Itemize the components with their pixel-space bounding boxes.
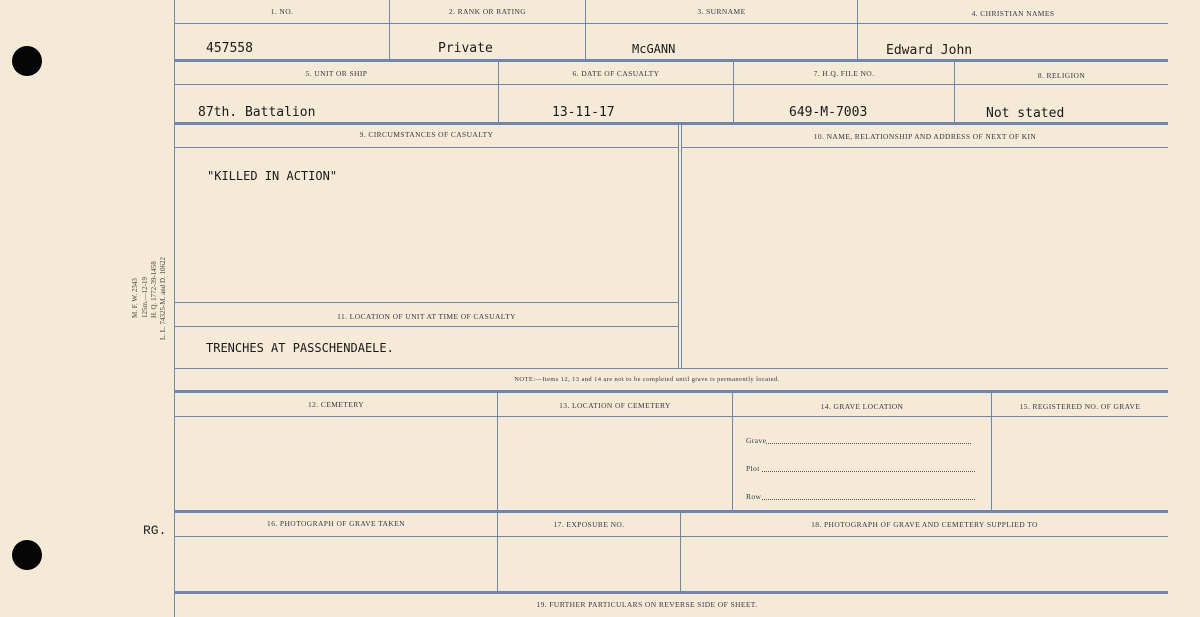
label-religion: 8. RELIGION [1037,71,1086,80]
rule [174,59,1168,62]
rule [174,302,678,303]
label-photo-supplied: 18. PHOTOGRAPH OF GRAVE AND CEMETERY SUPPLIED TO [811,520,1038,529]
label-circumstances: 9. CIRCUMSTANCES OF CASUALTY [359,130,494,139]
plot-dots [762,471,975,472]
label-no: 1. NO. [270,7,294,16]
label-unit: 5. UNIT OR SHIP [305,69,368,78]
divider [497,393,498,510]
label-location-unit: 11. LOCATION OF UNIT AT TIME OF CASUALTY [337,312,516,321]
rule [174,23,1168,24]
value-religion: Not stated [986,106,1065,121]
value-hq-file: 649-M-7003 [789,105,868,120]
value-unit: 87th. Battalion [198,105,316,120]
print-code-4: L. L. 74325-M. and D. 10622 [159,256,167,340]
label-further: 19. FURTHER PARTICULARS ON REVERSE SIDE OF SHEET. [536,600,758,609]
divider [681,125,682,368]
margin-mark: RG. [143,523,167,538]
print-code-1: M. F. W. 2343 [131,278,139,318]
punch-hole-top [12,46,42,76]
rule [174,536,1168,537]
label-location-cemetery: 13. LOCATION OF CEMETERY [559,401,671,410]
rule [174,122,1168,125]
value-christian: Edward John [886,43,973,58]
rule [174,510,1168,513]
print-code-2: 125m.—12-19 [141,276,149,318]
label-exposure: 17. EXPOSURE NO. [553,520,625,529]
grave-dots [766,443,971,444]
label-grave-location: 14. GRAVE LOCATION [820,402,904,411]
print-code-3: H. Q. 1772-39-1458 [150,261,158,318]
label-row: Row [746,492,762,501]
value-surname: McGANN [632,42,676,56]
note-text: NOTE:—Items 12, 13 and 14 are not to be completed until grave is permanently located. [514,376,780,383]
label-grave: Grave [746,436,767,445]
label-cemetery: 12. CEMETERY [307,400,365,409]
divider [678,125,679,368]
rule [174,84,1168,85]
rule [174,147,678,148]
label-surname: 3. SURNAME [697,7,746,16]
value-rank: Private [438,41,493,56]
label-christian: 4. CHRISTIAN NAMES [971,9,1055,18]
label-next-of-kin: 10. NAME, RELATIONSHIP AND ADDRESS OF NEXT OF KIN [813,132,1037,141]
rule [174,416,1168,417]
label-photo-grave: 16. PHOTOGRAPH OF GRAVE TAKEN [267,519,405,528]
rule [174,368,1168,369]
rule [681,147,1168,148]
label-hq-file: 7. H.Q. FILE NO. [813,69,875,78]
value-date: 13-11-17 [552,105,615,120]
rule [174,390,1168,393]
label-rank: 2. RANK OR RATING [448,7,527,16]
rule [174,326,678,327]
value-circumstances: "KILLED IN ACTION" [207,169,338,183]
label-plot: Plot [746,464,760,473]
value-no: 457558 [206,41,253,56]
rule [174,591,1168,594]
row-dots [762,499,975,500]
punch-hole-bottom [12,540,42,570]
label-date: 6. DATE OF CASUALTY [572,69,660,78]
label-registered-no: 15. REGISTERED NO. OF GRAVE [1019,402,1141,411]
value-location-unit: TRENCHES AT PASSCHENDAELE. [206,341,394,355]
